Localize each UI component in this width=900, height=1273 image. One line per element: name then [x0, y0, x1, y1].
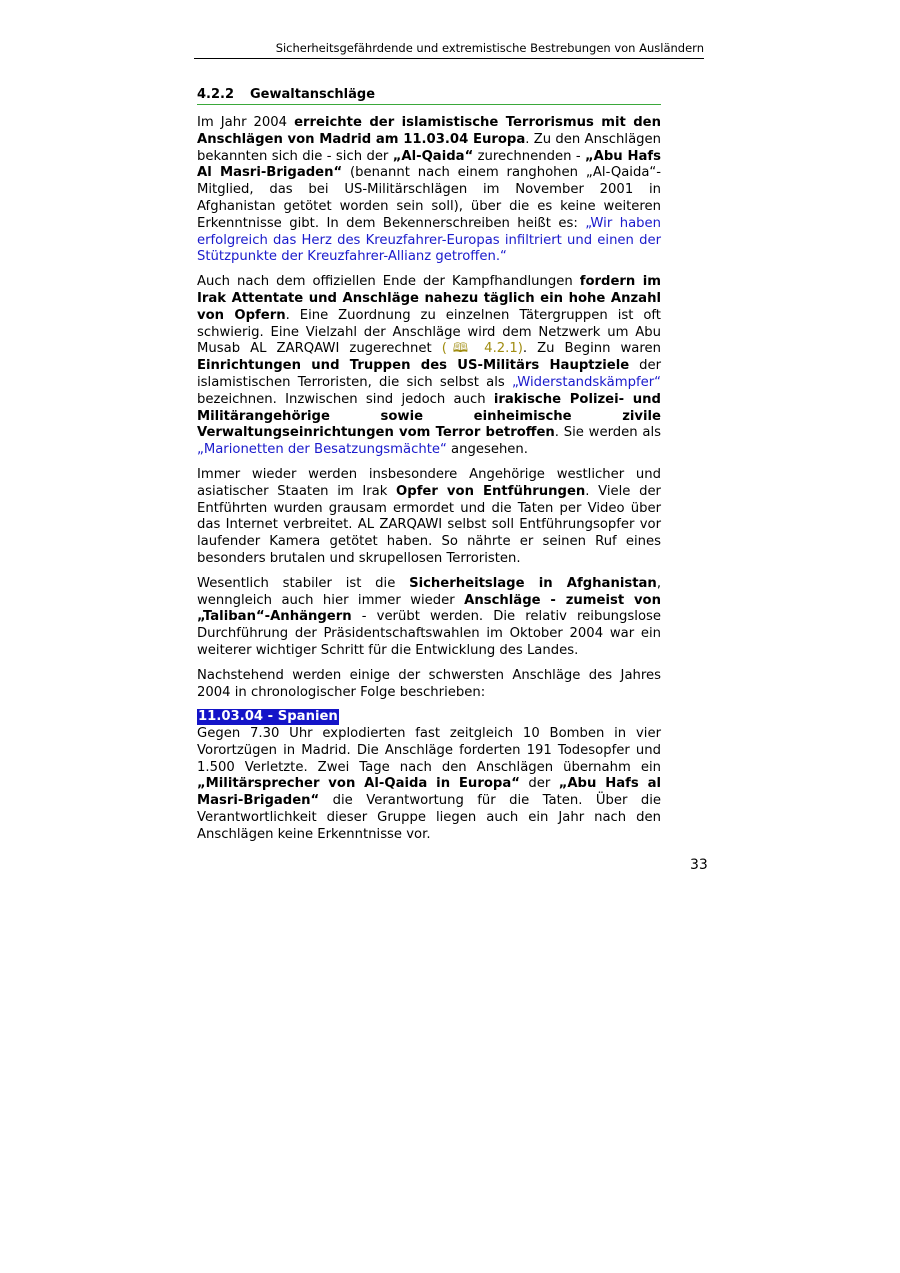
paragraph-3	[197, 467, 661, 568]
quote-text: „Widerstandskämpfer“	[512, 374, 661, 390]
running-header	[194, 41, 704, 59]
bold-run: fordern im Irak Attentate und Anschläge nahezu täglich ein hohe Anzahl von Opfern	[197, 274, 662, 323]
paragraph-1	[197, 115, 661, 266]
bold-run: Anschläge - zumeist von „Taliban“-Anhängern	[197, 592, 661, 625]
paragraph-4	[197, 576, 661, 660]
bold-run: „Militärsprecher von Al-Qaida in Europa“	[197, 776, 520, 792]
body-text	[197, 115, 661, 852]
text-run: die Verantwortung für die Taten. Über die Verantwortlichkeit dieser Gruppe liegen auch ein Jahr nach den Anschlägen keine Erkenntnisse vor.	[197, 793, 661, 842]
text-run: . Eine Zuordnung zu einzelnen Tätergruppen ist oft schwierig. Eine Vielzahl der Anschläge wird dem Netzwerk um Abu Musab AL ZARQAWI zugerechnet	[197, 307, 661, 357]
text-run: Auch nach dem offiziellen Ende der Kampfhandlungen	[197, 274, 580, 290]
text-run: Wesentlich stabiler ist die	[197, 575, 410, 591]
paragraph-2	[197, 274, 661, 459]
bold-run: erreichte der islamistische Terrorismus mit den Anschlägen von Madrid am 11.03.04 Europa	[197, 115, 661, 147]
bold-run: Einrichtungen und Truppen des US-Militärs Hauptziele	[197, 358, 630, 374]
running-header-title: Sicherheitsgefährdende und extremistische Bestrebungen von Ausländern	[275, 41, 704, 55]
cross-reference-link[interactable]: (🕮 4.2.1)	[441, 341, 523, 357]
text-run: . Viele der Entführten wurden grausam ermordet und die Taten per Video über das Internet verbreitet. AL ZARQAWI selbst soll Entführungsopfer vor laufender Kamera getötet haben. So nährte er seinen Ruf eines besonders brutalen und skrupellosen Terroristen.	[197, 483, 661, 566]
text-run: . Sie werden als	[554, 425, 661, 441]
text-run: der	[519, 776, 559, 792]
text-run: Gegen 7.30 Uhr explodierten fast zeitgleich 10 Bomben in vier Vorortzügen in Madrid. Die Anschläge forderten 191 Todesopfer und 1.500 Verletzte. Zwei Tage nach den Anschlägen übernahm ein	[197, 726, 661, 775]
text-run: . Zu Beginn waren	[522, 341, 661, 357]
bold-run: „Abu Hafs al Masri-Brigaden“	[197, 776, 662, 809]
bold-run: Sicherheitslage in Afghanistan	[409, 575, 657, 591]
text-run: Im Jahr 2004	[197, 115, 295, 130]
section-title: Gewaltanschläge	[250, 87, 376, 102]
text-run: Nachstehend werden einige der schwersten Anschläge des Jahres 2004 in chronologischer Folge beschrieben:	[197, 667, 661, 700]
text-run: (benannt nach einem ranghohen „Al-Qaida“-Mitglied, das bei US-Militärschlägen im November 2001 in Afghanistan getötet worden sein soll), über die es keine weiteren Erkenntnisse gibt. In dem Bekennerschreiben heißt es:	[197, 165, 662, 231]
paragraph-5	[197, 668, 661, 702]
bold-run: „Abu Hafs Al Masri-Brigaden“	[197, 148, 661, 181]
paragraph-6	[197, 709, 661, 843]
bold-run: Opfer von Entführungen	[396, 483, 586, 499]
text-run: angesehen.	[446, 442, 528, 458]
text-run: . Zu den Anschlägen bekannten sich die - sich der	[197, 131, 661, 164]
event-title-highlight: 11.03.04 - Spanien	[198, 709, 338, 725]
text-run: - verübt werden. Die relativ reibungslose Durchführung der Präsidentschaftswahlen im Oktober 2004 war ein weiterer wichtiger Schritt für die Entwicklung des Landes.	[197, 609, 661, 658]
quote-text: „Marionetten der Besatzungsmächte“	[197, 442, 447, 458]
text-run: der islamistischen Terroristen, die sich selbst als	[197, 358, 661, 390]
quote-text: „Wir haben erfolgreich das Herz des Kreuzfahrer-Europas infiltriert und einen der Stützpunkte der Kreuzfahrer-Allianz getroffen.“	[197, 215, 661, 265]
text-run: , wenngleich auch hier immer wieder	[197, 575, 662, 608]
text-run: bezeichnen. Inzwischen sind jedoch auch	[197, 391, 494, 407]
page-number: 33	[690, 857, 708, 873]
section-number: 4.2.2	[197, 87, 235, 102]
bold-run: irakische Polizei- und Militärangehörige sowie einheimische zivile Verwaltungseinrichtungen vom Terror betroffen	[197, 391, 661, 441]
section-heading	[197, 87, 661, 105]
bold-run: „Al-Qaida“	[392, 148, 474, 164]
text-run: Immer wieder werden insbesondere Angehörige westlicher und asiatischer Staaten im Irak	[197, 466, 661, 499]
text-run: zurechnenden -	[473, 148, 585, 164]
